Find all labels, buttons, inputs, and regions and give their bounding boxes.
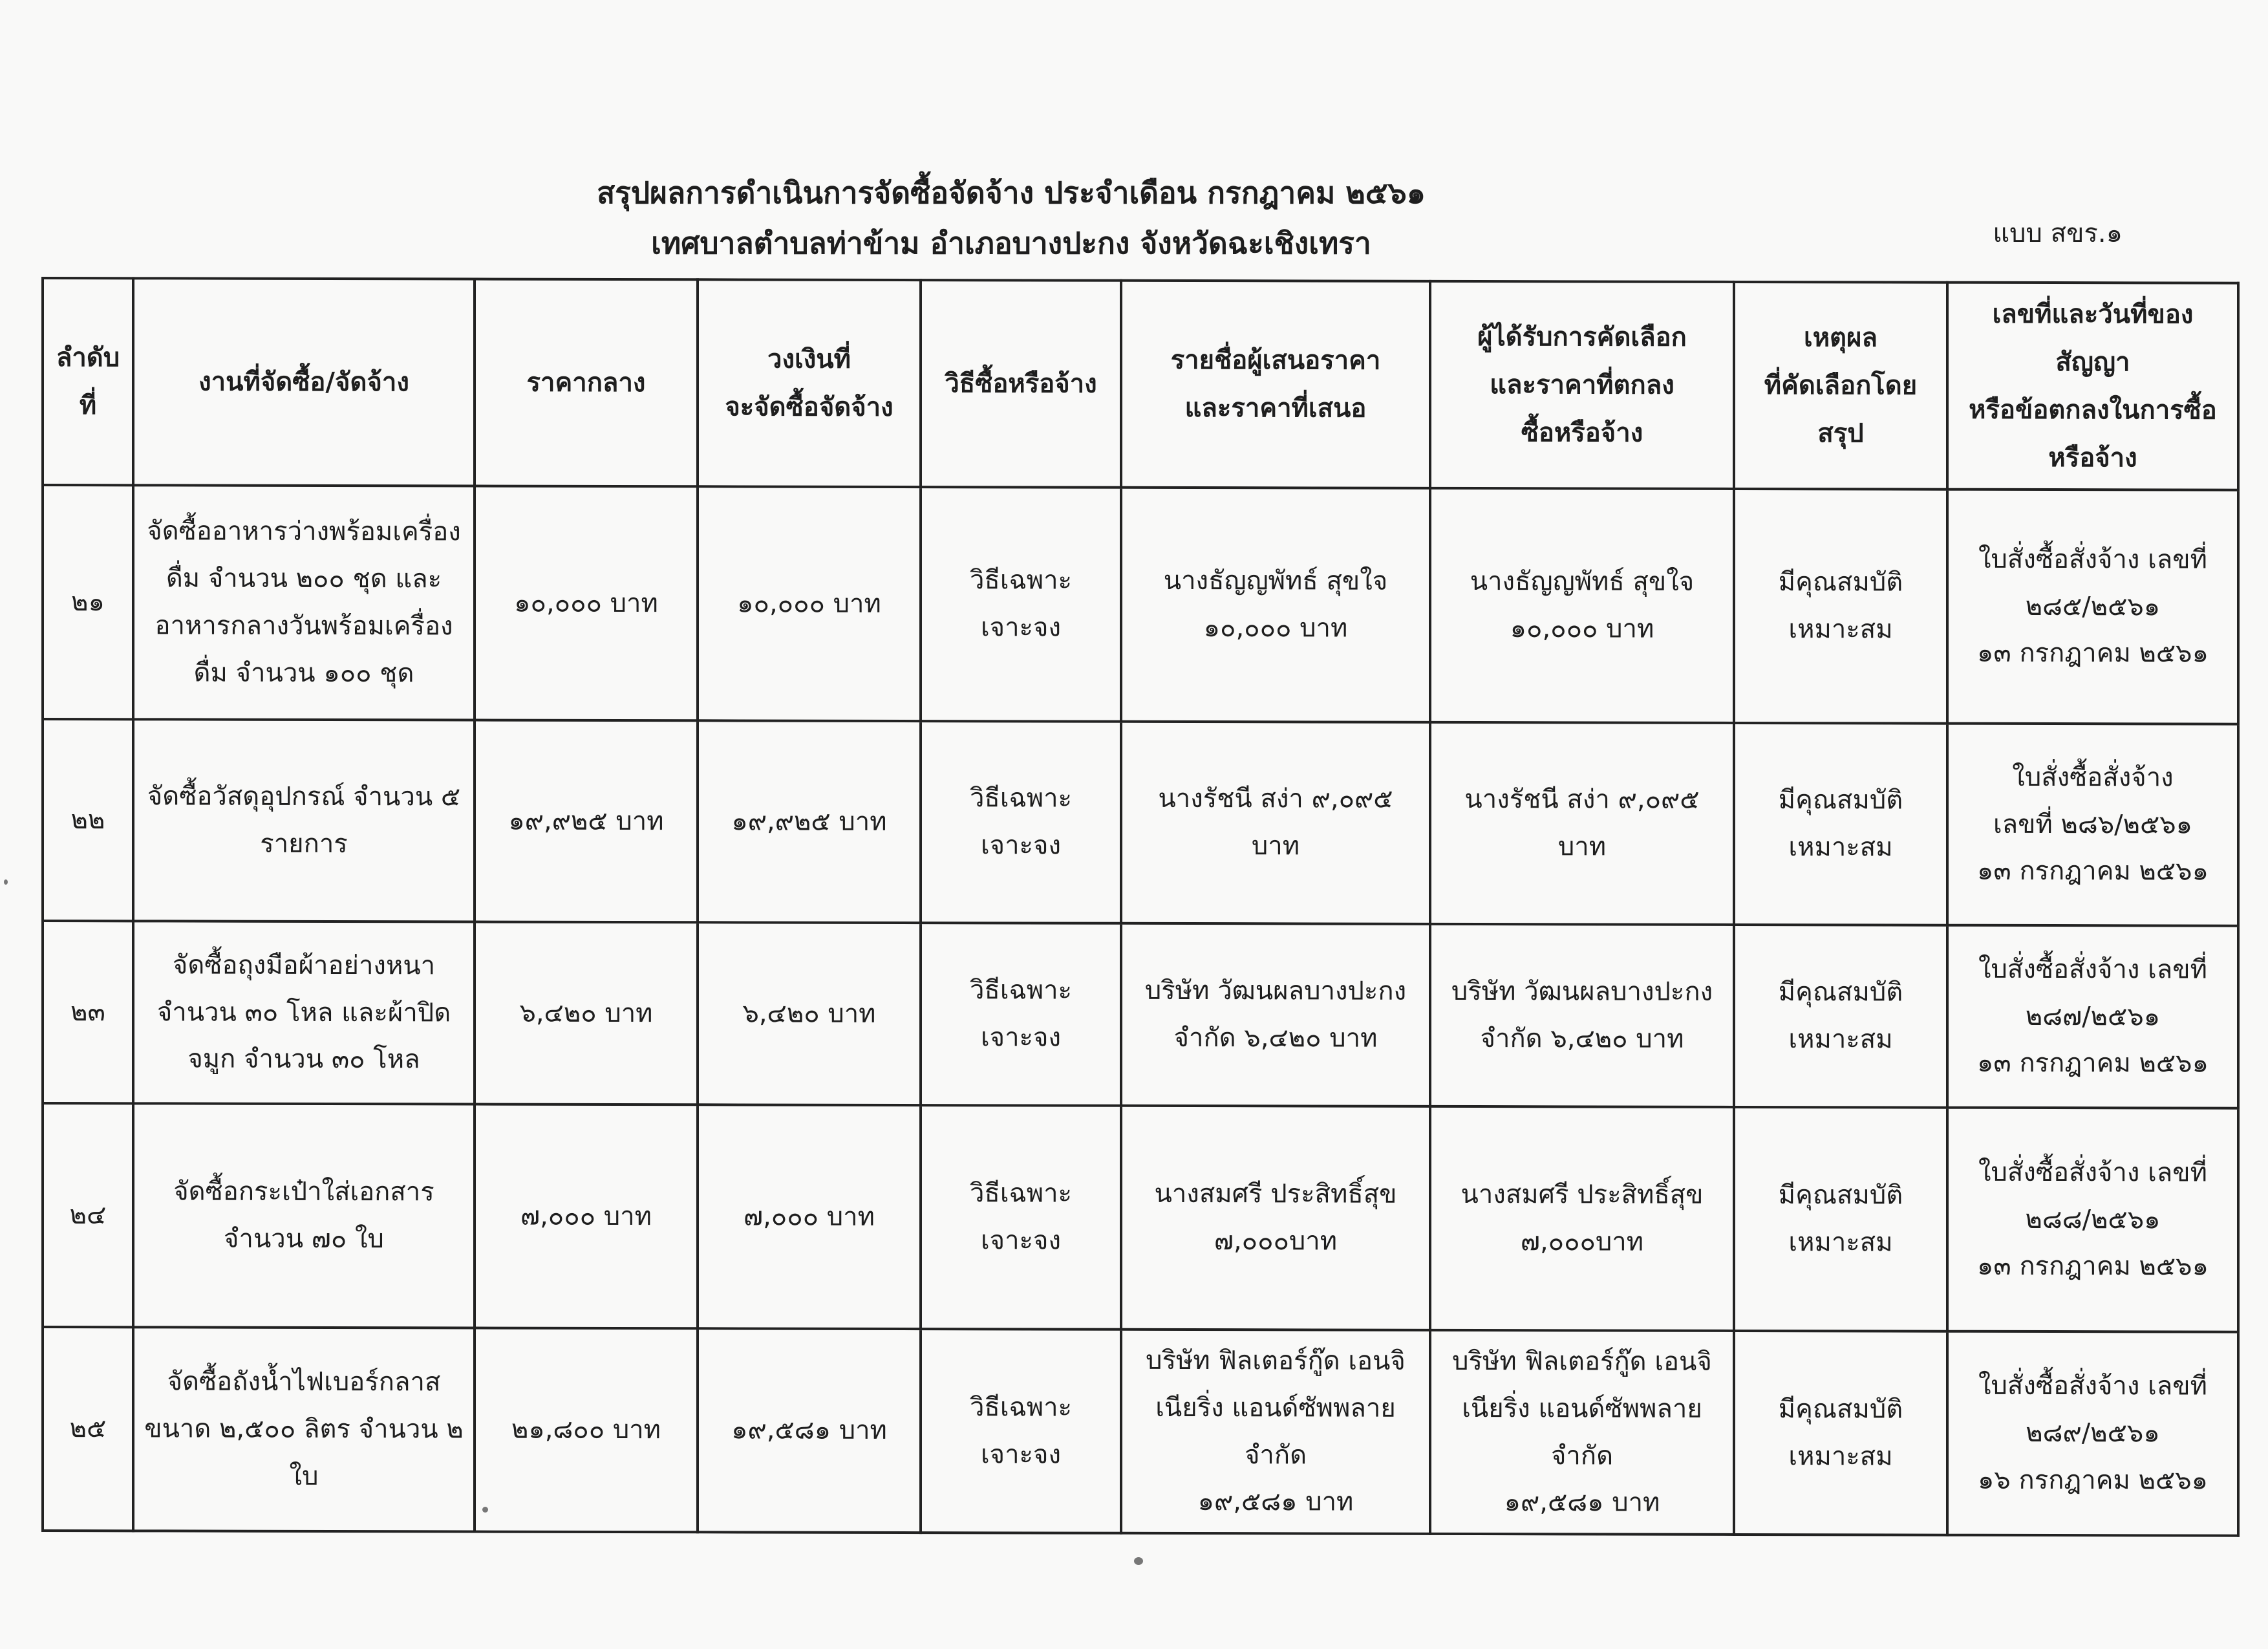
cell-bidders: นางธัญญพัทธ์ สุขใจ ๑๐,๐๐๐ บาท (1121, 488, 1430, 722)
cell-item: จัดซื้อถังน้ำไฟเบอร์กลาส ขนาด ๒,๕๐๐ ลิตร จำนวน ๒ ใบ (133, 1327, 475, 1531)
cell-bidders: นางสมศรี ประสิทธิ์สุข ๗,๐๐๐บาท (1121, 1106, 1430, 1330)
cell-reason: มีคุณสมบัติ เหมาะสม (1734, 489, 1947, 724)
cell-reason: มีคุณสมบัติ เหมาะสม (1734, 1107, 1947, 1331)
cell-no: ๒๔ (43, 1103, 133, 1327)
cell-item: จัดซื้อถุงมือผ้าอย่างหนา จำนวน ๓๐ โหล และผ้าปิดจมูก จำนวน ๓๐ โหล (133, 921, 475, 1104)
cell-selected: บริษัท วัฒนผลบางปะกง จำกัด ๖,๔๒๐ บาท (1430, 924, 1734, 1107)
cell-contract: ใบสั่งซื้อสั่งจ้าง เลขที่ ๒๘๘/๒๕๖๑ ๑๓ กรกฎาคม ๒๕๖๑ (1947, 1108, 2238, 1332)
cell-method: วิธีเฉพาะเจาะจง (921, 721, 1121, 923)
cell-contract: ใบสั่งซื้อสั่งจ้าง เลขที่ ๒๘๖/๒๕๖๑ ๑๓ กรกฎาคม ๒๕๖๑ (1947, 724, 2238, 926)
cell-selected: นางสมศรี ประสิทธิ์สุข ๗,๐๐๐บาท (1430, 1106, 1734, 1331)
cell-budget: ๗,๐๐๐ บาท (698, 1105, 921, 1329)
cell-no: ๒๕ (43, 1327, 133, 1531)
cell-item: จัดซื้อวัสดุอุปกรณ์ จำนวน ๕ รายการ (133, 719, 475, 921)
cell-median-price: ๒๑,๘๐๐ บาท (475, 1328, 698, 1533)
cell-contract: ใบสั่งซื้อสั่งจ้าง เลขที่ ๒๘๗/๒๕๖๑ ๑๓ กรกฎาคม ๒๕๖๑ (1947, 925, 2238, 1108)
cell-bidders: นางรัชนี สง่า ๙,๐๙๕ บาท (1121, 722, 1430, 924)
cell-method: วิธีเฉพาะเจาะจง (921, 923, 1121, 1106)
cell-item: จัดซื้อกระเป๋าใส่เอกสาร จำนวน ๗๐ ใบ (133, 1103, 475, 1328)
header-selected: ผู้ได้รับการคัดเลือก และราคาที่ตกลง ซื้อหรือจ้าง (1430, 281, 1734, 489)
scan-speck (482, 1507, 488, 1513)
cell-budget: ๑๙,๙๒๕ บาท (698, 720, 921, 923)
cell-method: วิธีเฉพาะเจาะจง (921, 1105, 1121, 1330)
cell-median-price: ๑๙,๙๒๕ บาท (475, 720, 698, 923)
table-row (43, 485, 2238, 724)
cell-budget: ๖,๔๒๐ บาท (698, 922, 921, 1105)
cell-budget: ๑๙,๕๘๑ บาท (698, 1328, 921, 1533)
cell-selected: นางรัชนี สง่า ๙,๐๙๕ บาท (1430, 722, 1734, 925)
header-no: ลำดับที่ (43, 278, 133, 485)
header-method: วิธีซื้อหรือจ้าง (921, 280, 1121, 488)
cell-bidders: บริษัท วัฒนผลบางปะกง จำกัด ๖,๔๒๐ บาท (1121, 923, 1430, 1106)
header-budget: วงเงินที่ จะจัดซื้อจัดจ้าง (698, 279, 921, 487)
procurement-table (41, 277, 2240, 1537)
cell-contract: ใบสั่งซื้อสั่งจ้าง เลขที่ ๒๘๕/๒๕๖๑ ๑๓ กรกฎาคม ๒๕๖๑ (1947, 490, 2238, 724)
cell-no: ๒๒ (43, 719, 133, 921)
cell-selected: นางธัญญพัทธ์ สุขใจ ๑๐,๐๐๐ บาท (1430, 488, 1734, 723)
cell-method: วิธีเฉพาะเจาะจง (921, 1329, 1121, 1533)
scan-speck (4, 879, 8, 885)
cell-no: ๒๑ (43, 485, 133, 719)
cell-median-price: ๗,๐๐๐ บาท (475, 1105, 698, 1329)
cell-reason: มีคุณสมบัติ เหมาะสม (1734, 925, 1947, 1108)
document-subtitle: เทศบาลตำบลท่าข้าม อำเภอบางปะกง จังหวัดฉะเชิงเทรา (651, 226, 1371, 261)
table-header-row (43, 278, 2238, 490)
document-title: สรุปผลการดำเนินการจัดซื้อจัดจ้าง ประจำเดือน กรกฎาคม ๒๕๖๑ (597, 175, 1426, 210)
form-code: แบบ สขร.๑ (1993, 219, 2123, 248)
header-item: งานที่จัดซื้อ/จัดจ้าง (133, 278, 475, 486)
header-reason: เหตุผล ที่คัดเลือกโดยสรุป (1734, 282, 1947, 490)
cell-budget: ๑๐,๐๐๐ บาท (698, 486, 921, 721)
header-contract: เลขที่และวันที่ของสัญญา หรือข้อตกลงในการซื้อ หรือจ้าง (1947, 283, 2238, 490)
cell-reason: มีคุณสมบัติ เหมาะสม (1734, 723, 1947, 925)
table-row (43, 921, 2238, 1108)
table-row (43, 719, 2238, 926)
cell-selected: บริษัท ฟิลเตอร์กู๊ด เอนจิ เนียริ่ง แอนด์ซัพพลาย จำกัด ๑๙,๕๘๑ บาท (1430, 1330, 1734, 1535)
cell-median-price: ๖,๔๒๐ บาท (475, 922, 698, 1105)
header-median-price: ราคากลาง (475, 279, 698, 487)
header-bidders: รายชื่อผู้เสนอราคา และราคาที่เสนอ (1121, 281, 1430, 488)
cell-contract: ใบสั่งซื้อสั่งจ้าง เลขที่ ๒๘๙/๒๕๖๑ ๑๖ กรกฎาคม ๒๕๖๑ (1947, 1331, 2238, 1536)
cell-reason: มีคุณสมบัติ เหมาะสม (1734, 1331, 1947, 1535)
cell-bidders: บริษัท ฟิลเตอร์กู๊ด เอนจิ เนียริ่ง แอนด์ซัพพลาย จำกัด ๑๙,๕๘๑ บาท (1121, 1330, 1430, 1534)
cell-median-price: ๑๐,๐๐๐ บาท (475, 486, 698, 721)
scan-speck (1134, 1557, 1143, 1565)
table-row (43, 1103, 2238, 1332)
table-row (43, 1327, 2238, 1536)
cell-method: วิธีเฉพาะเจาะจง (921, 487, 1121, 722)
cell-no: ๒๓ (43, 921, 133, 1103)
cell-item: จัดซื้ออาหารว่างพร้อมเครื่องดื่ม จำนวน ๒๐๐ ชุด และอาหารกลางวันพร้อมเครื่องดื่ม จำนวน ๑๐๐ ชุด (133, 485, 475, 720)
